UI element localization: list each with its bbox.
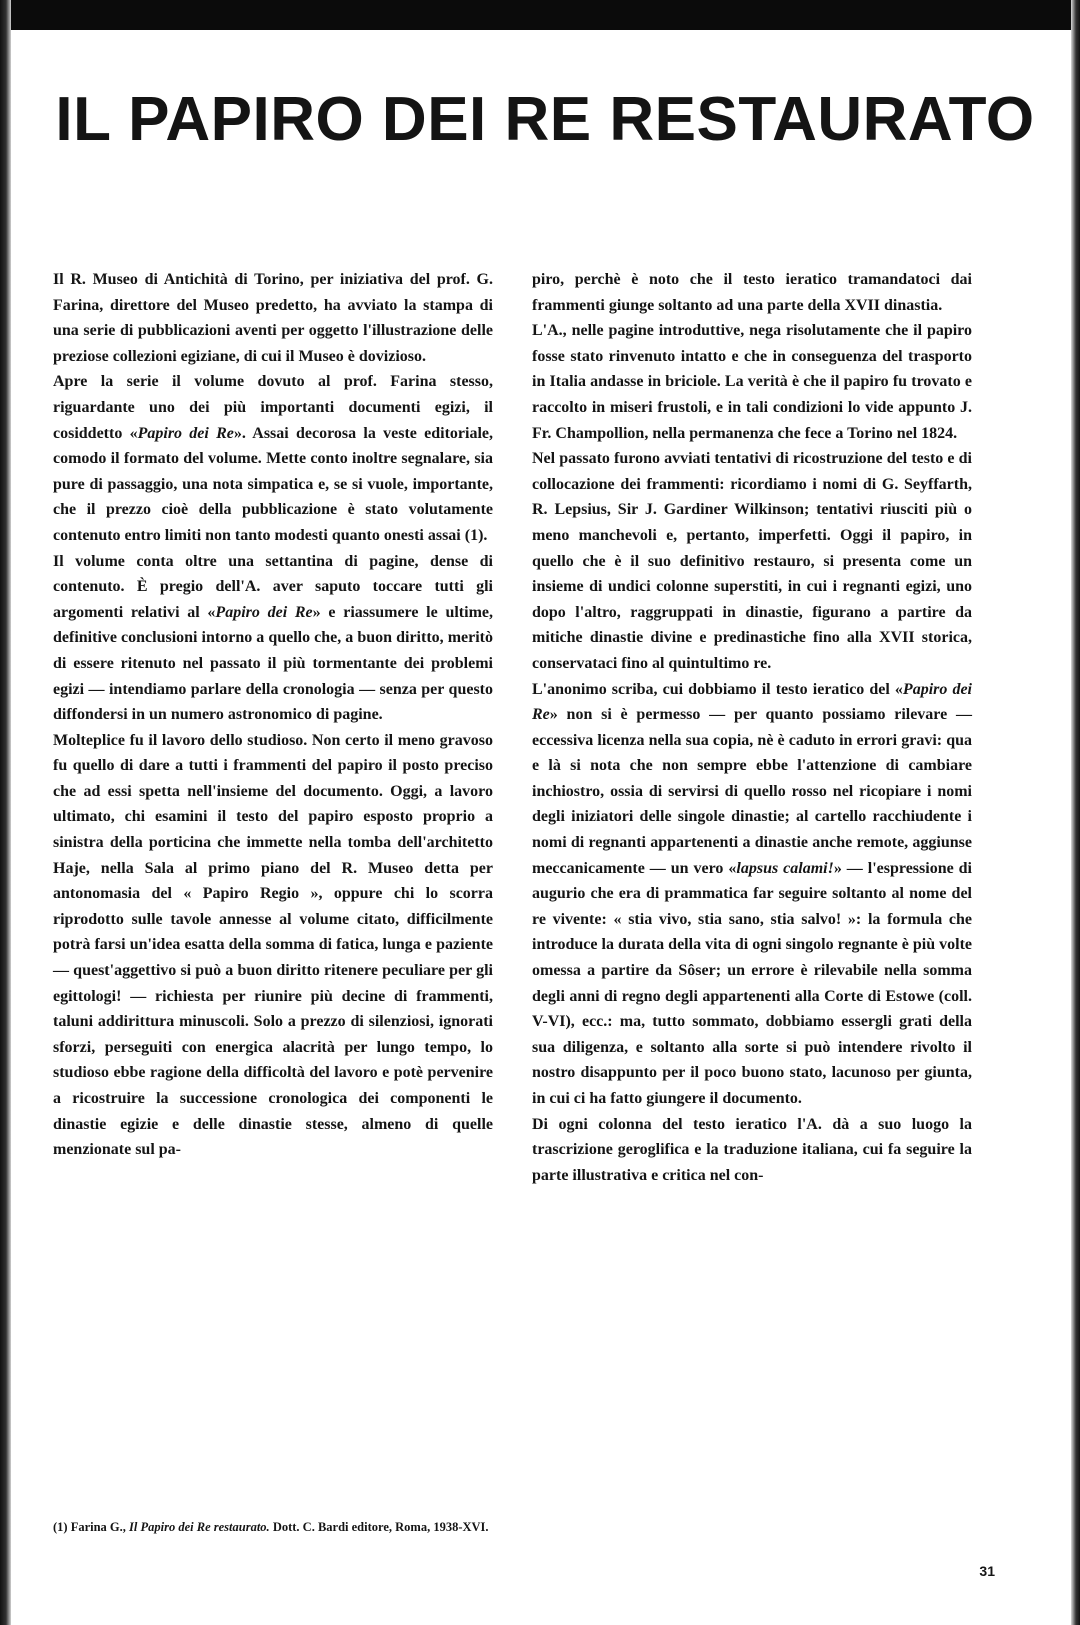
italic-title: Papiro dei Re bbox=[532, 680, 973, 724]
paragraph bbox=[532, 446, 972, 676]
paragraph-text: » — l'espressione di augurio che era di prammatica far seguire soltanto al nome del re vivente: « stia vivo, stia sano, stia salvo! »: la formula che introduce la durata della vita di ogni singolo regnante è più volte omessa a partire da Sôser; un errore è rilevabile nella somma degli anni di regno degli appartenenti alla Corte di Estowe (coll. V-VI), ecc.: ma, tutto sommato, dobbiamo essergli grati della sua diligenza, e soltanto alla sorte si può intendere rivolto il nostro disappunto per il poco buono stato, lacunoso per giunta, in cui ci ha fatto giungere il documento. bbox=[532, 859, 973, 1107]
footnote-book-title: Il Papiro dei Re restaurato. bbox=[129, 1520, 270, 1534]
paragraph-text: L'anonimo scriba, cui dobbiamo il testo ieratico del « bbox=[532, 680, 903, 698]
scan-edge-top bbox=[0, 0, 1080, 30]
paragraph bbox=[53, 369, 493, 548]
paragraph bbox=[532, 267, 972, 318]
footnote-text: (1) Farina G., bbox=[53, 1520, 130, 1534]
paragraph-text: Il volume conta oltre una settantina di pagine, dense di contenuto. È pregio dell'A. aver saputo toccare tutti gli argomenti relativi al « bbox=[53, 552, 493, 621]
paragraph-text: L'A., nelle pagine introduttive, nega risolutamente che il papiro fosse stato rinvenuto intatto e che in conseguenza del trasporto in Italia andasse in briciole. La verità è che il papiro fu trovato e raccolto in miseri frustoli, e in tali condizioni lo vide appunto J. Fr. Champollion, nella permanenza che fece a Torino nel 1824. bbox=[532, 322, 972, 442]
paragraph bbox=[532, 677, 972, 1112]
paragraph bbox=[532, 318, 972, 446]
article-title: IL PAPIRO DEI RE RESTAURATO bbox=[55, 85, 1035, 154]
italic-title: Papiro dei Re bbox=[137, 424, 234, 442]
paragraph bbox=[532, 1112, 972, 1189]
text-column-left bbox=[53, 267, 493, 1495]
paragraph-text: piro, perchè è noto che il testo ieratico tramandatoci dai frammenti giunge soltanto ad una parte della XVII dinastia. bbox=[532, 271, 972, 314]
paragraph-text: Molteplice fu il lavoro dello studioso. Non certo il meno gravoso fu quello di dare a tutti i frammenti del papiro il posto preciso che ad essi spetta nell'insieme del documento. Oggi, a lavoro ultimato, chi esamini il testo del papiro esposto proprio a sinistra della porticina che immette nella tomba dell'architetto Haje, nella Sala al primo piano del R. Museo detta per antonomasia del « Papiro Regio », oppure chi lo scorra riprodotto sulle tavole annesse al volume citato, difficilmente potrà farsi un'idea esatta della somma di fatica, lunga e paziente — quest'aggettivo si può a buon diritto ritenere peculiare per gli egittologi! — richiesta per riunire più decine di frammenti, taluni addirittura minuscoli. Solo a prezzo di silenziosi, ignorati sforzi, perseguiti con energica alacrità per lungo tempo, lo studioso ebbe ragione della difficoltà del lavoro e potè pervenire a ricostruire la successione cronologica dei componenti le dinastie egizie e delle dinastie stesse, almeno di quelle menzionate sul pa- bbox=[53, 731, 493, 1159]
paragraph-text: » non si è permesso — per quanto possiamo rilevare — eccessiva licenza nella sua copia, nè è caduto in errori gravi: qua e là si nota che non sempre ebbe l'attenzione di cambiare inchiostro, ossia di servirsi di quello rosso nel ricopiare i nomi degli iniziatori delle singole dinastie; al cartello racchiudente i nomi di regnanti appartenenti a dinastie anche remote, aggiunse meccanicamente — un vero « bbox=[532, 706, 972, 877]
footnote bbox=[53, 1518, 493, 1536]
paragraph-text: ». Assai decorosa la veste editoriale, comodo il formato del volume. Mette conto inoltre segnalare, sia pure di passaggio, una nota simpatica e, se si vuole, importante, che il prezzo cioè della pubblicazione è stato volutamente contenuto entro limiti non tanto modesti quanto onesti assai (1). bbox=[53, 424, 493, 544]
page-number: 31 bbox=[979, 1563, 995, 1579]
paragraph bbox=[53, 728, 493, 1163]
italic-title: Papiro dei Re bbox=[215, 603, 313, 621]
footnote-publisher: Dott. C. Bardi editore, Roma, 1938-XVI. bbox=[269, 1520, 489, 1534]
paragraph-text: Il R. Museo di Antichità di Torino, per iniziativa del prof. G. Farina, direttore del Museo predetto, ha avviato la stampa di una serie di pubblicazioni aventi per oggetto l'illustrazione delle preziose collezioni egiziane, di cui il Museo è dovizioso. bbox=[53, 271, 493, 365]
scan-edge-right bbox=[1071, 0, 1080, 1625]
paragraph bbox=[53, 549, 493, 728]
paragraph bbox=[53, 267, 493, 369]
paragraph-text: » e riassumere le ultime, definitive conclusioni intorno a quello che, a buon diritto, meritò di essere ritenuto nel passato il più tormentante dei problemi egizi — intendiamo parlare della cronologia — senza per questo diffondersi in un numero astronomico di pagine. bbox=[53, 603, 494, 724]
italic-title: lapsus calami! bbox=[736, 859, 834, 877]
paragraph-text: Nel passato furono avviati tentativi di ricostruzione del testo e di collocazione dei frammenti: ricordiamo i nomi di G. Seyffarth, R. Lepsius, Sir J. Gardiner Wilkinson; tentativi riusciti più o meno manchevoli e, pertanto, imperfetti. Oggi il papiro, in quello che è il suo definitivo restauro, si presenta come un insieme di undici colonne superstiti, in cui i regnanti egizi, uno dopo l'altro, raggruppati in dinastie, figurano a partire da mitiche dinastie divine e predinastiche fino alla XVII storica, conservataci fino al quintultimo re. bbox=[532, 450, 972, 672]
paragraph-text: Di ogni colonna del testo ieratico l'A. dà a suo luogo la trascrizione geroglifica e la traduzione italiana, cui fa seguire la parte illustrativa e critica nel con- bbox=[532, 1115, 972, 1184]
scan-edge-left bbox=[0, 0, 11, 1625]
text-column-right bbox=[532, 267, 972, 1529]
paragraph-text: Apre la serie il volume dovuto al prof. Farina stesso, riguardante uno dei più importanti documenti egizi, il cosiddetto « bbox=[53, 373, 493, 442]
